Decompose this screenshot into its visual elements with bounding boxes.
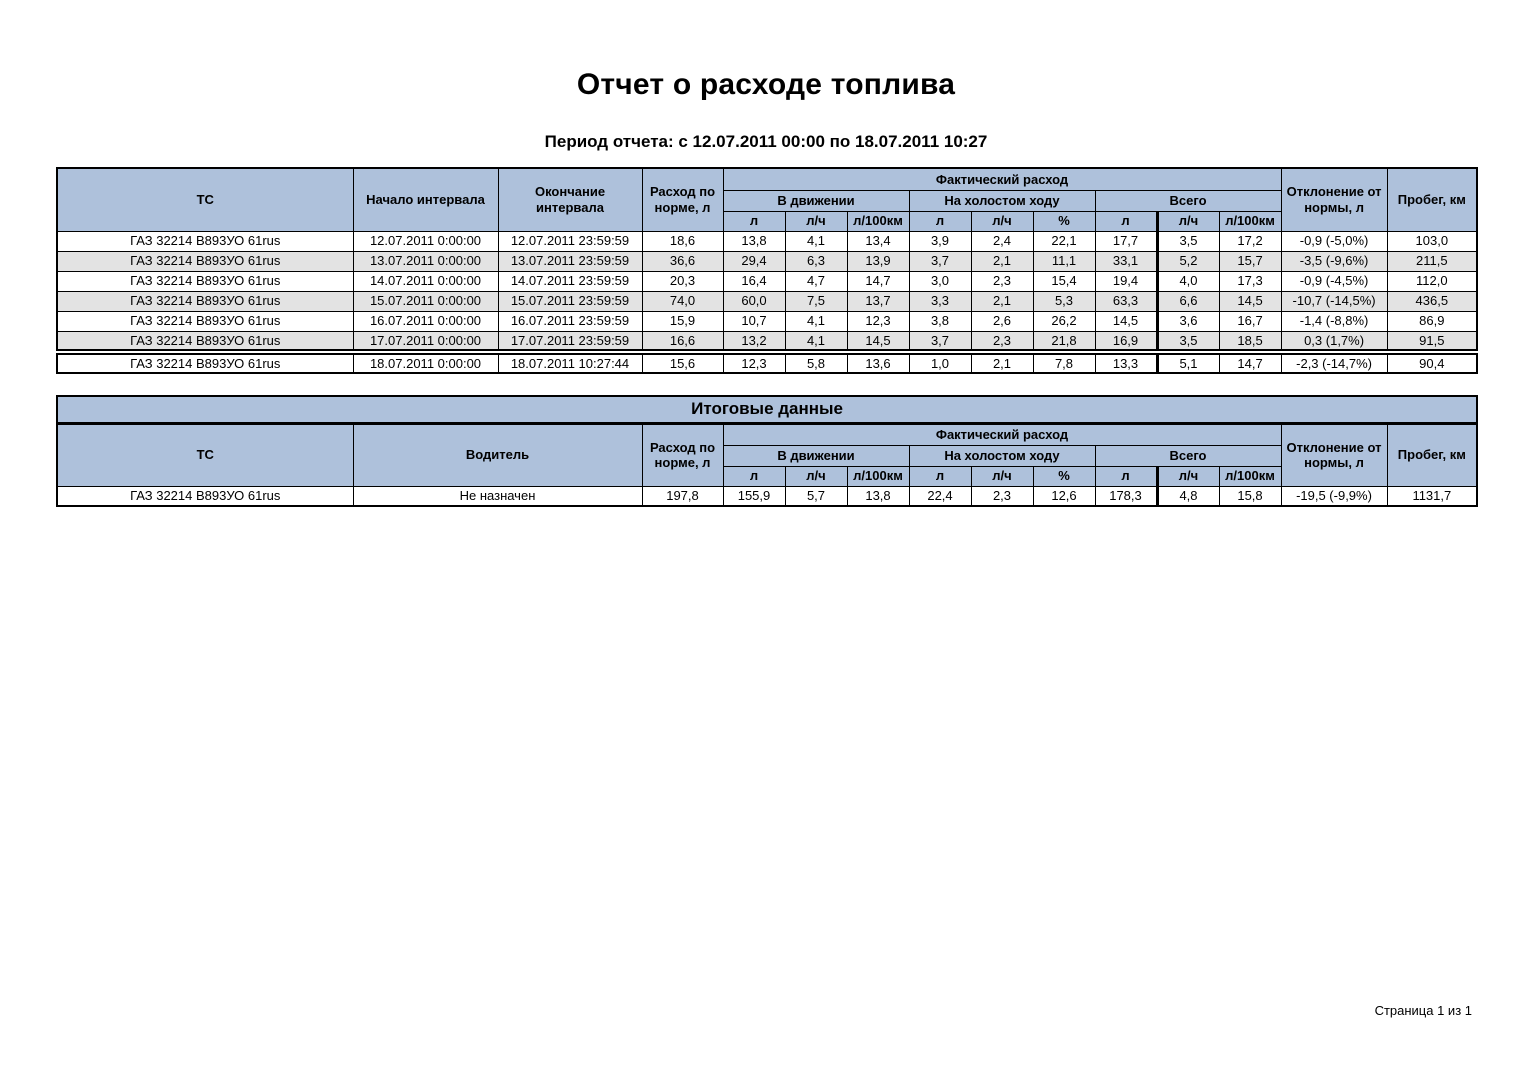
table-cell: -2,3 (-14,7%) xyxy=(1281,352,1387,373)
table-cell: 4,7 xyxy=(785,271,847,291)
table-cell: 5,3 xyxy=(1033,291,1095,311)
table-cell: 17,3 xyxy=(1219,271,1281,291)
header-norm-consumption: Расход по норме, л xyxy=(642,168,723,231)
table-cell: -1,4 (-8,8%) xyxy=(1281,311,1387,331)
table-cell: 13,8 xyxy=(723,231,785,251)
header-unit-lph: л/ч xyxy=(1157,211,1219,231)
header-deviation: Отклонение от нормы, л xyxy=(1281,423,1387,486)
header-vehicle: ТС xyxy=(57,168,353,231)
table-cell: 5,7 xyxy=(785,486,847,506)
header-idle: На холостом ходу xyxy=(909,445,1095,466)
table-cell: 1131,7 xyxy=(1387,486,1477,506)
header-unit-l100km: л/100км xyxy=(1219,466,1281,486)
table-cell: 4,1 xyxy=(785,311,847,331)
header-in-motion: В движении xyxy=(723,190,909,211)
table-cell: 2,4 xyxy=(971,231,1033,251)
table-cell: 86,9 xyxy=(1387,311,1477,331)
table-cell: 13,7 xyxy=(847,291,909,311)
table-cell: 211,5 xyxy=(1387,251,1477,271)
table-cell: 3,5 xyxy=(1157,331,1219,352)
table-cell: 10,7 xyxy=(723,311,785,331)
table-cell: 29,4 xyxy=(723,251,785,271)
table-cell: Не назначен xyxy=(353,486,642,506)
table-cell: 13,2 xyxy=(723,331,785,352)
table-cell: 4,8 xyxy=(1157,486,1219,506)
totals-table xyxy=(56,395,1478,507)
header-unit-l: л xyxy=(723,211,785,231)
header-idle: На холостом ходу xyxy=(909,190,1095,211)
table-cell: 16,7 xyxy=(1219,311,1281,331)
header-actual-consumption: Фактический расход xyxy=(723,423,1281,445)
table-cell: 0,3 (1,7%) xyxy=(1281,331,1387,352)
table-cell: 103,0 xyxy=(1387,231,1477,251)
table-cell: ГАЗ 32214 В893УО 61rus xyxy=(57,311,353,331)
table-cell: -0,9 (-4,5%) xyxy=(1281,271,1387,291)
header-unit-l100km: л/100км xyxy=(847,466,909,486)
table-cell: 12,3 xyxy=(723,352,785,373)
table-cell: 2,3 xyxy=(971,271,1033,291)
header-interval-start: Начало интервала xyxy=(353,168,498,231)
header-unit-lph: л/ч xyxy=(1157,466,1219,486)
header-unit-l: л xyxy=(723,466,785,486)
table-cell: 155,9 xyxy=(723,486,785,506)
table-cell: ГАЗ 32214 В893УО 61rus xyxy=(57,486,353,506)
table-cell: 6,6 xyxy=(1157,291,1219,311)
table-cell: 14,5 xyxy=(847,331,909,352)
table-cell: 3,9 xyxy=(909,231,971,251)
table-row xyxy=(57,311,1477,331)
table-cell: 18.07.2011 10:27:44 xyxy=(498,352,642,373)
table-cell: -10,7 (-14,5%) xyxy=(1281,291,1387,311)
table-row xyxy=(57,331,1477,352)
table-cell: 3,3 xyxy=(909,291,971,311)
table-cell: 2,1 xyxy=(971,251,1033,271)
table-cell: 14,5 xyxy=(1095,311,1157,331)
table-cell: 178,3 xyxy=(1095,486,1157,506)
header-deviation: Отклонение от нормы, л xyxy=(1281,168,1387,231)
table-cell: 16,4 xyxy=(723,271,785,291)
table-cell: 13.07.2011 0:00:00 xyxy=(353,251,498,271)
header-unit-l: л xyxy=(1095,211,1157,231)
table-cell: ГАЗ 32214 В893УО 61rus xyxy=(57,352,353,373)
table-cell: 16.07.2011 0:00:00 xyxy=(353,311,498,331)
table-cell: 13,4 xyxy=(847,231,909,251)
table-cell: 2,3 xyxy=(971,331,1033,352)
table-cell: 3,7 xyxy=(909,331,971,352)
table-row xyxy=(57,251,1477,271)
table-cell: 4,0 xyxy=(1157,271,1219,291)
header-norm-consumption: Расход по норме, л xyxy=(642,423,723,486)
table-cell: 36,6 xyxy=(642,251,723,271)
header-total: Всего xyxy=(1095,190,1281,211)
table-cell: 14,7 xyxy=(847,271,909,291)
table-cell: 12,6 xyxy=(1033,486,1095,506)
table-cell: 22,1 xyxy=(1033,231,1095,251)
table-cell: 15,9 xyxy=(642,311,723,331)
table-cell: 17.07.2011 23:59:59 xyxy=(498,331,642,352)
table-row xyxy=(57,231,1477,251)
table-cell: 33,1 xyxy=(1095,251,1157,271)
table-cell: 19,4 xyxy=(1095,271,1157,291)
table-cell: 18,5 xyxy=(1219,331,1281,352)
table-row xyxy=(57,352,1477,373)
header-unit-l: л xyxy=(909,211,971,231)
table-cell: 2,6 xyxy=(971,311,1033,331)
table-cell: 12,3 xyxy=(847,311,909,331)
table-row xyxy=(57,271,1477,291)
table-cell: 13,3 xyxy=(1095,352,1157,373)
fuel-report-page xyxy=(56,0,1476,507)
table-cell: 15,4 xyxy=(1033,271,1095,291)
table-cell: 197,8 xyxy=(642,486,723,506)
header-interval-end: Окончание интервала xyxy=(498,168,642,231)
table-cell: 17,7 xyxy=(1095,231,1157,251)
table-cell: 21,8 xyxy=(1033,331,1095,352)
table-cell: 16,9 xyxy=(1095,331,1157,352)
table-cell: 13,8 xyxy=(847,486,909,506)
table-cell: 20,3 xyxy=(642,271,723,291)
table-cell: -0,9 (-5,0%) xyxy=(1281,231,1387,251)
header-actual-consumption: Фактический расход xyxy=(723,168,1281,190)
table-row xyxy=(57,486,1477,506)
table-cell: 2,3 xyxy=(971,486,1033,506)
table-cell: 18,6 xyxy=(642,231,723,251)
table-cell: 13,9 xyxy=(847,251,909,271)
table-cell: 11,1 xyxy=(1033,251,1095,271)
table-cell: 60,0 xyxy=(723,291,785,311)
table-cell: ГАЗ 32214 В893УО 61rus xyxy=(57,231,353,251)
table-cell: 6,3 xyxy=(785,251,847,271)
table-cell: 12.07.2011 0:00:00 xyxy=(353,231,498,251)
header-unit-lph: л/ч xyxy=(785,466,847,486)
header-unit-l: л xyxy=(909,466,971,486)
totals-title: Итоговые данные xyxy=(57,396,1477,423)
table-cell: ГАЗ 32214 В893УО 61rus xyxy=(57,251,353,271)
table-cell: 3,6 xyxy=(1157,311,1219,331)
table-cell: 112,0 xyxy=(1387,271,1477,291)
header-total: Всего xyxy=(1095,445,1281,466)
page-number: Страница 1 из 1 xyxy=(1374,1003,1472,1018)
table-cell: 18.07.2011 0:00:00 xyxy=(353,352,498,373)
table-cell: 14,5 xyxy=(1219,291,1281,311)
table-cell: 2,1 xyxy=(971,291,1033,311)
page-title: Отчет о расходе топлива xyxy=(576,68,956,101)
table-cell: 14.07.2011 0:00:00 xyxy=(353,271,498,291)
table-cell: 16.07.2011 23:59:59 xyxy=(498,311,642,331)
table-cell: 90,4 xyxy=(1387,352,1477,373)
table-cell: 91,5 xyxy=(1387,331,1477,352)
table-cell: 15.07.2011 23:59:59 xyxy=(498,291,642,311)
table-cell: ГАЗ 32214 В893УО 61rus xyxy=(57,271,353,291)
table-cell: 63,3 xyxy=(1095,291,1157,311)
table-cell: 5,2 xyxy=(1157,251,1219,271)
table-cell: -3,5 (-9,6%) xyxy=(1281,251,1387,271)
header-mileage: Пробег, км xyxy=(1387,168,1477,231)
table-cell: 3,0 xyxy=(909,271,971,291)
table-cell: 15,7 xyxy=(1219,251,1281,271)
table-cell: 7,5 xyxy=(785,291,847,311)
table-cell: 1,0 xyxy=(909,352,971,373)
table-cell: 2,1 xyxy=(971,352,1033,373)
table-cell: 13,6 xyxy=(847,352,909,373)
header-in-motion: В движении xyxy=(723,445,909,466)
table-cell: 26,2 xyxy=(1033,311,1095,331)
table-cell: 12.07.2011 23:59:59 xyxy=(498,231,642,251)
table-cell: 15,6 xyxy=(642,352,723,373)
table-cell: 5,8 xyxy=(785,352,847,373)
table-cell: ГАЗ 32214 В893УО 61rus xyxy=(57,291,353,311)
table-cell: 3,5 xyxy=(1157,231,1219,251)
header-driver: Водитель xyxy=(353,423,642,486)
table-cell: 16,6 xyxy=(642,331,723,352)
report-period: Период отчета: с 12.07.2011 00:00 по 18.07.2011 10:27 xyxy=(544,132,988,151)
table-cell: 7,8 xyxy=(1033,352,1095,373)
header-mileage: Пробег, км xyxy=(1387,423,1477,486)
table-cell: 15.07.2011 0:00:00 xyxy=(353,291,498,311)
header-unit-lph: л/ч xyxy=(785,211,847,231)
table-cell: 4,1 xyxy=(785,231,847,251)
table-cell: 14,7 xyxy=(1219,352,1281,373)
table-cell: 22,4 xyxy=(909,486,971,506)
table-cell: 14.07.2011 23:59:59 xyxy=(498,271,642,291)
table-cell: 74,0 xyxy=(642,291,723,311)
table-cell: 17.07.2011 0:00:00 xyxy=(353,331,498,352)
table-cell: 15,8 xyxy=(1219,486,1281,506)
header-unit-l: л xyxy=(1095,466,1157,486)
table-cell: 436,5 xyxy=(1387,291,1477,311)
header-unit-l100km: л/100км xyxy=(847,211,909,231)
table-cell: ГАЗ 32214 В893УО 61rus xyxy=(57,331,353,352)
header-unit-lph: л/ч xyxy=(971,211,1033,231)
table-cell: 3,7 xyxy=(909,251,971,271)
table-cell: 13.07.2011 23:59:59 xyxy=(498,251,642,271)
daily-fuel-table xyxy=(56,167,1478,374)
table-cell: -19,5 (-9,9%) xyxy=(1281,486,1387,506)
header-unit-percent: % xyxy=(1033,211,1095,231)
table-cell: 5,1 xyxy=(1157,352,1219,373)
table-cell: 4,1 xyxy=(785,331,847,352)
table-cell: 3,8 xyxy=(909,311,971,331)
table-cell: 17,2 xyxy=(1219,231,1281,251)
table-row xyxy=(57,291,1477,311)
header-vehicle: ТС xyxy=(57,423,353,486)
header-unit-lph: л/ч xyxy=(971,466,1033,486)
header-unit-l100km: л/100км xyxy=(1219,211,1281,231)
header-unit-percent: % xyxy=(1033,466,1095,486)
